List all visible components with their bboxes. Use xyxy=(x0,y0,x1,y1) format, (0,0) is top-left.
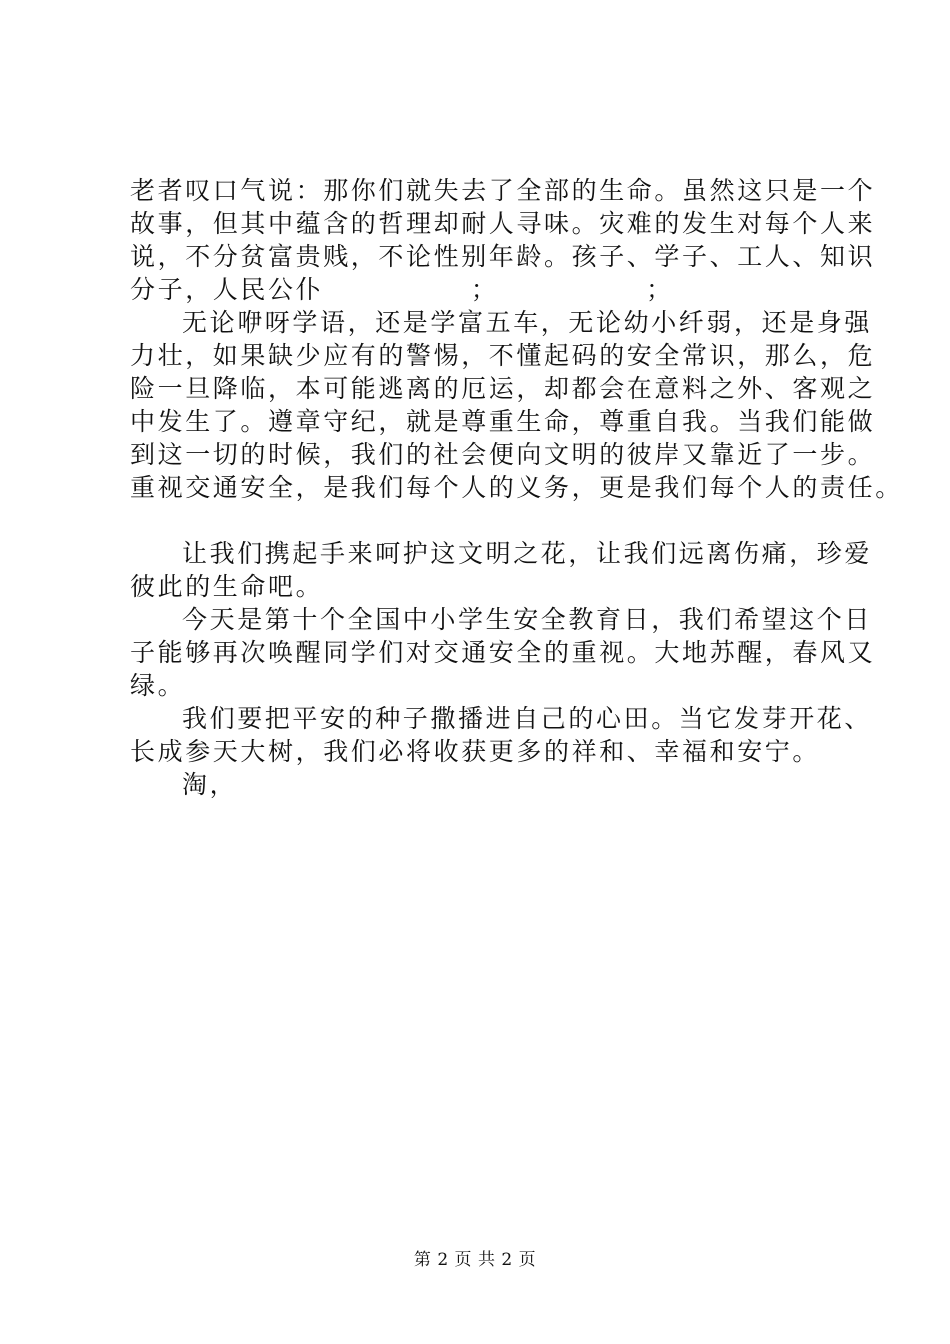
text-line: 今天是第十个全国中小学生安全教育日，我们希望这个日 xyxy=(182,605,873,634)
text-line: 长成参天大树，我们必将收获更多的祥和、幸福和安宁。 xyxy=(130,737,821,766)
text-line: 说，不分贫富贵贱，不论性别年龄。孩子、学子、工人、知识 xyxy=(130,242,876,271)
text-line: 淘， xyxy=(182,770,238,799)
text-line: 故事，但其中蕴含的哲理却耐人寻味。灾难的发生对每个人来 xyxy=(130,209,876,238)
document-body xyxy=(130,174,903,801)
text-line: 绿。 xyxy=(130,671,186,700)
text-line: 险一旦降临，本可能逃离的厄运，却都会在意料之外、客观之 xyxy=(130,374,876,403)
text-line: 重视交通安全，是我们每个人的义务，更是我们每个人的责任。 xyxy=(130,473,903,502)
text-line: 彼此的生命吧。 xyxy=(130,572,324,601)
text-line: 子能够再次唤醒同学们对交通安全的重视。大地苏醒，春风又 xyxy=(130,638,876,667)
text-line: 分子，人民公仆 ； ； xyxy=(130,275,674,304)
text-line: 老者叹口气说：那你们就失去了全部的生命。虽然这只是一个 xyxy=(130,176,876,205)
paragraph-gap xyxy=(130,504,850,537)
text-line: 中发生了。遵章守纪，就是尊重生命，尊重自我。当我们能做 xyxy=(130,407,876,436)
text-line: 无论咿呀学语，还是学富五车，无论幼小纤弱，还是身强 xyxy=(182,308,873,337)
text-line: 力壮，如果缺少应有的警惕，不懂起码的安全常识，那么，危 xyxy=(130,341,876,370)
text-line: 我们要把平安的种子撒播进自己的心田。当它发芽开花、 xyxy=(182,704,873,733)
text-line: 到这一切的时候，我们的社会便向文明的彼岸又靠近了一步。 xyxy=(130,440,876,469)
page-number-footer: 第 2 页 共 2 页 xyxy=(413,1250,537,1270)
text-line: 让我们携起手来呵护这文明之花，让我们远离伤痛，珍爱 xyxy=(182,539,873,568)
